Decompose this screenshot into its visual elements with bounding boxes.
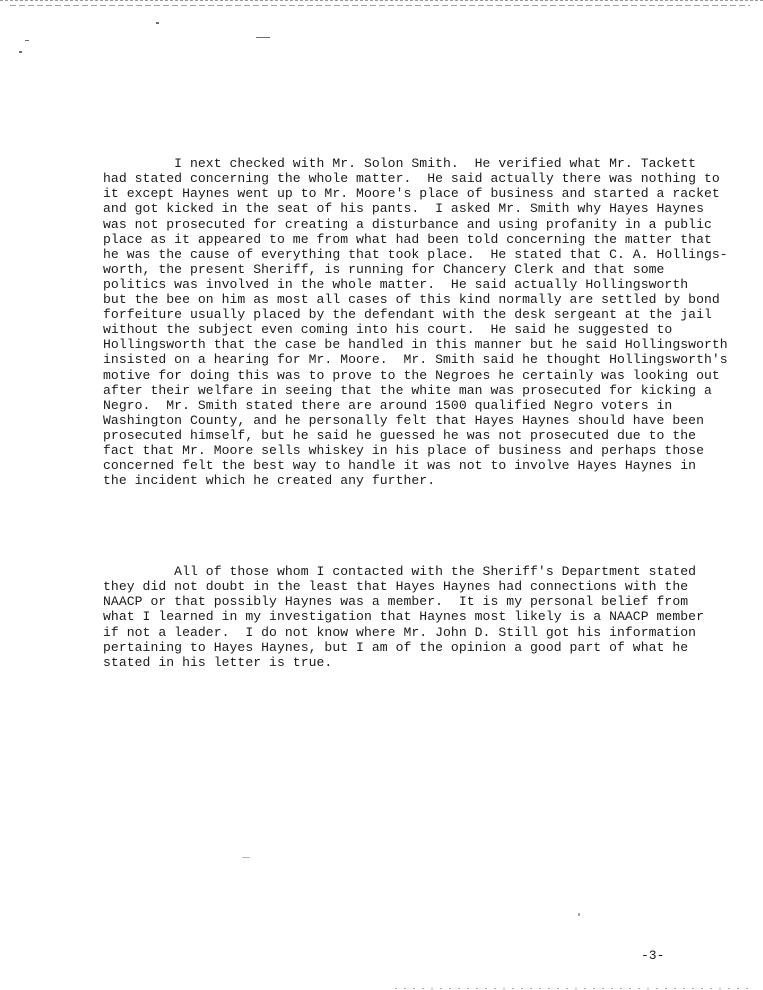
scan-speck [256, 37, 270, 38]
text-line: motive for doing this was to prove to the Negroes he certainly was looking out [103, 367, 720, 383]
text-line: it except Haynes went up to Mr. Moore's place of business and started a racket [103, 186, 720, 202]
scan-speck [242, 857, 250, 858]
text-line: concerned felt the best way to handle it was not to involve Hayes Haynes in [103, 458, 697, 474]
text-line: stated in his letter is true. [103, 654, 333, 670]
text-line: but the bee on him as most all cases of this kind normally are settled by bond [103, 292, 720, 308]
text-line: without the subject even coming into his court. He said he suggested to [103, 322, 673, 338]
text-line: they did not doubt in the least that Hayes Haynes had connections with the [103, 579, 689, 595]
text-line: what I learned in my investigation that Haynes most likely is a NAACP member [103, 609, 704, 625]
text-line: politics was involved in the whole matter. He said actually Hollingsworth [103, 276, 689, 292]
paragraph-sheriffs-department [103, 534, 703, 700]
text-line: he was the cause of everything that took place. He stated that C. A. Hollings- [103, 246, 728, 262]
text-line: if not a leader. I do not know where Mr. John D. Still got his information [103, 624, 697, 640]
scan-speck [156, 22, 159, 24]
text-line: Washington County, and he personally felt that Hayes Haynes should have been [103, 412, 704, 428]
text-line: had stated concerning the whole matter. He said actually there was nothing to [103, 171, 720, 187]
document-body [103, 126, 728, 700]
text-line: was not prosecuted for creating a disturbance and using profanity in a public [103, 216, 712, 232]
page-number: -3- [641, 948, 665, 963]
text-line: prosecuted himself, but he said he guessed he was not prosecuted due to the [103, 427, 697, 443]
text-line: pertaining to Hayes Haynes, but I am of the opinion a good part of what he [103, 639, 689, 655]
text-line: the incident which he created any further. [103, 473, 436, 489]
paragraph-solon-smith [103, 126, 728, 518]
text-line: I next checked with Mr. Solon Smith. He verified what Mr. Tackett [103, 156, 697, 172]
text-line: Negro. Mr. Smith stated there are around 1500 qualified Negro voters in [103, 397, 673, 413]
scan-speck [25, 40, 29, 41]
text-line: forfeiture usually placed by the defendant with the desk sergeant at the jail [103, 307, 712, 323]
scan-speck [19, 51, 22, 53]
text-line: place as it appeared to me from what had been told concerning the matter that [103, 231, 712, 247]
text-line: and got kicked in the seat of his pants. I asked Mr. Smith why Hayes Haynes [103, 201, 704, 217]
text-line: fact that Mr. Moore sells whiskey in his place of business and perhaps those [103, 442, 704, 458]
scan-artifact-line [10, 5, 750, 6]
scan-speck [578, 913, 580, 916]
scan-artifact-line [395, 988, 755, 989]
text-line: insisted on a hearing for Mr. Moore. Mr. Smith said he thought Hollingsworth's [103, 352, 728, 368]
text-line: All of those whom I contacted with the Sheriff's Department stated [103, 564, 697, 580]
text-line: after their welfare in seeing that the white man was prosecuted for kicking a [103, 382, 712, 398]
text-line: worth, the present Sheriff, is running for Chancery Clerk and that some [103, 261, 665, 277]
text-line: NAACP or that possibly Haynes was a member. It is my personal belief from [103, 594, 689, 610]
text-line: Hollingsworth that the case be handled in this manner but he said Hollingsworth [103, 337, 728, 353]
